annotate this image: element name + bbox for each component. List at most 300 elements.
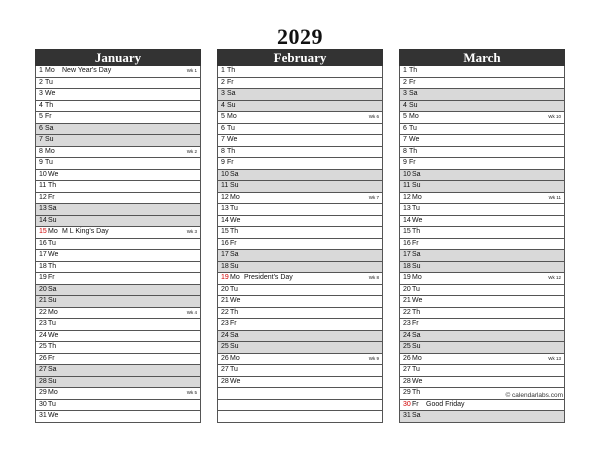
day-row bbox=[399, 227, 565, 239]
weekday-label: Su bbox=[48, 216, 57, 224]
day-row bbox=[35, 262, 201, 274]
day-row bbox=[217, 319, 383, 331]
weekday-label: Fr bbox=[45, 113, 52, 120]
day-number: 8 bbox=[221, 147, 225, 155]
day-number: 11 bbox=[39, 182, 47, 189]
weekday-label: Su bbox=[230, 343, 239, 350]
day-number: 2 bbox=[221, 78, 225, 86]
weekday-label: Tu bbox=[227, 124, 235, 132]
weekday-label: Fr bbox=[48, 274, 55, 281]
day-row bbox=[35, 66, 201, 78]
weekday-label: Tu bbox=[230, 285, 238, 293]
day-row bbox=[35, 354, 201, 366]
day-number: 29 bbox=[403, 389, 411, 396]
weekday-label: Th bbox=[230, 228, 239, 235]
day-number: 8 bbox=[39, 147, 43, 155]
day-row bbox=[35, 273, 201, 285]
weekday-label: Mo bbox=[230, 274, 240, 281]
day-number: 19 bbox=[39, 274, 47, 281]
day-number: 27 bbox=[221, 366, 229, 373]
day-row bbox=[217, 354, 383, 366]
day-row bbox=[217, 89, 383, 101]
day-number: 14 bbox=[221, 216, 229, 224]
weekday-label: Su bbox=[412, 343, 421, 350]
day-row bbox=[217, 308, 383, 320]
day-number: 26 bbox=[221, 354, 229, 362]
holiday-label: New Year's Day bbox=[62, 67, 112, 74]
empty-row bbox=[217, 388, 383, 400]
weekday-label: Mo bbox=[48, 389, 58, 396]
day-number: 15 bbox=[403, 228, 411, 235]
weekday-label: We bbox=[230, 297, 241, 304]
day-number: 25 bbox=[403, 343, 411, 350]
day-row bbox=[217, 181, 383, 193]
week-number-label: Wk 4 bbox=[186, 309, 197, 315]
day-number: 13 bbox=[403, 205, 411, 212]
weekday-label: Th bbox=[227, 67, 236, 74]
day-number: 1 bbox=[39, 67, 43, 74]
month-header: March bbox=[399, 49, 565, 66]
day-number: 31 bbox=[403, 412, 411, 419]
weekday-label: Th bbox=[45, 101, 54, 109]
day-number: 15 bbox=[39, 228, 47, 235]
weekday-label: Sa bbox=[48, 366, 57, 373]
day-number: 16 bbox=[221, 239, 229, 247]
day-row bbox=[217, 377, 383, 389]
weekday-label: Tu bbox=[412, 285, 420, 293]
weekday-label: We bbox=[230, 216, 241, 224]
weekday-label: Tu bbox=[409, 124, 417, 132]
day-row bbox=[399, 78, 565, 90]
day-row bbox=[399, 285, 565, 297]
day-number: 14 bbox=[403, 216, 411, 224]
day-row bbox=[35, 158, 201, 170]
day-row bbox=[399, 170, 565, 182]
day-row bbox=[399, 124, 565, 136]
weekday-label: Sa bbox=[45, 124, 54, 132]
day-row bbox=[217, 365, 383, 377]
weekday-label: Tu bbox=[412, 366, 420, 373]
day-number: 24 bbox=[39, 331, 47, 339]
day-row bbox=[217, 250, 383, 262]
weekday-label: Sa bbox=[230, 331, 239, 339]
day-number: 13 bbox=[221, 205, 229, 212]
day-number: 23 bbox=[39, 320, 47, 327]
weekday-label: Mo bbox=[45, 147, 55, 155]
day-row bbox=[399, 273, 565, 285]
week-number-label: Wk 8 bbox=[368, 275, 379, 280]
day-row bbox=[35, 193, 201, 205]
weekday-label: Tu bbox=[230, 205, 238, 212]
day-number: 11 bbox=[221, 182, 229, 189]
day-row bbox=[217, 285, 383, 297]
day-number: 2 bbox=[403, 78, 407, 86]
weekday-label: Tu bbox=[230, 366, 238, 373]
day-number: 1 bbox=[221, 67, 225, 74]
day-number: 16 bbox=[403, 239, 411, 247]
weekday-label: Su bbox=[45, 136, 54, 143]
day-number: 31 bbox=[39, 412, 47, 419]
day-row bbox=[399, 331, 565, 343]
weekday-label: Fr bbox=[412, 239, 419, 247]
weekday-label: Th bbox=[48, 262, 57, 270]
day-number: 18 bbox=[403, 262, 411, 270]
day-number: 23 bbox=[403, 320, 411, 327]
day-number: 11 bbox=[403, 182, 411, 189]
weekday-label: Mo bbox=[48, 308, 58, 316]
calendar-year-title: 2029 bbox=[277, 24, 323, 49]
day-row bbox=[35, 124, 201, 136]
day-number: 30 bbox=[39, 400, 47, 408]
day-number: 3 bbox=[39, 90, 43, 97]
weekday-label: Th bbox=[230, 308, 239, 316]
holiday-label: Good Friday bbox=[426, 400, 465, 408]
weekday-label: Sa bbox=[412, 412, 421, 419]
day-row bbox=[35, 308, 201, 320]
day-row bbox=[217, 204, 383, 216]
weekday-label: We bbox=[230, 377, 241, 385]
day-row bbox=[35, 239, 201, 251]
weekday-label: Mo bbox=[230, 193, 240, 201]
day-row bbox=[399, 204, 565, 216]
day-number: 13 bbox=[39, 205, 47, 212]
weekday-label: Sa bbox=[409, 90, 418, 97]
day-number: 21 bbox=[221, 297, 229, 304]
day-number: 10 bbox=[221, 170, 229, 178]
day-row bbox=[35, 101, 201, 113]
day-number: 28 bbox=[221, 377, 229, 385]
day-number: 17 bbox=[221, 251, 229, 258]
day-row bbox=[399, 101, 565, 113]
day-row bbox=[399, 193, 565, 205]
day-row bbox=[399, 377, 565, 389]
weekday-label: Tu bbox=[48, 239, 56, 247]
day-row bbox=[399, 158, 565, 170]
weekday-label: Su bbox=[48, 377, 57, 385]
day-number: 6 bbox=[39, 124, 43, 132]
weekday-label: We bbox=[412, 216, 423, 224]
weekday-label: Su bbox=[48, 297, 57, 304]
day-row bbox=[217, 135, 383, 147]
empty-row bbox=[217, 411, 383, 423]
day-row bbox=[35, 400, 201, 412]
weekday-label: Th bbox=[48, 343, 57, 350]
day-row bbox=[35, 331, 201, 343]
day-number: 9 bbox=[221, 159, 225, 166]
day-number: 7 bbox=[39, 136, 43, 143]
day-row bbox=[35, 388, 201, 400]
day-row bbox=[217, 273, 383, 285]
day-row bbox=[217, 193, 383, 205]
week-number-label: Wk 7 bbox=[368, 194, 379, 200]
day-row bbox=[399, 147, 565, 159]
day-number: 4 bbox=[403, 101, 407, 109]
day-row bbox=[35, 227, 201, 239]
month-january bbox=[35, 49, 201, 423]
day-number: 28 bbox=[39, 377, 47, 385]
weekday-label: Su bbox=[409, 101, 418, 109]
day-number: 18 bbox=[39, 262, 47, 270]
day-number: 7 bbox=[221, 136, 225, 143]
day-number: 19 bbox=[403, 274, 411, 281]
day-row bbox=[399, 411, 565, 423]
day-number: 17 bbox=[39, 251, 47, 258]
month-days bbox=[399, 66, 565, 423]
weekday-label: Tu bbox=[48, 320, 56, 327]
weekday-label: Mo bbox=[230, 354, 240, 362]
day-row bbox=[399, 354, 565, 366]
day-row bbox=[217, 296, 383, 308]
day-row bbox=[217, 239, 383, 251]
day-row bbox=[35, 365, 201, 377]
day-row bbox=[217, 216, 383, 228]
day-row bbox=[35, 377, 201, 389]
day-row bbox=[35, 411, 201, 423]
day-number: 3 bbox=[403, 90, 407, 97]
weekday-label: Mo bbox=[45, 67, 55, 74]
day-row bbox=[217, 101, 383, 113]
day-row bbox=[217, 66, 383, 78]
day-row bbox=[217, 342, 383, 354]
day-row bbox=[399, 181, 565, 193]
week-number-label: Wk 9 bbox=[368, 355, 379, 361]
weekday-label: Su bbox=[230, 262, 239, 270]
day-number: 20 bbox=[39, 285, 47, 293]
day-number: 23 bbox=[221, 320, 229, 327]
day-number: 24 bbox=[221, 331, 229, 339]
day-number: 5 bbox=[403, 113, 407, 120]
weekday-label: Th bbox=[409, 147, 418, 155]
day-number: 21 bbox=[39, 297, 47, 304]
day-row bbox=[35, 112, 201, 124]
weekday-label: Su bbox=[230, 182, 239, 189]
day-row bbox=[399, 66, 565, 78]
weekday-label: Tu bbox=[48, 400, 56, 408]
weekday-label: We bbox=[409, 136, 420, 143]
day-row bbox=[217, 170, 383, 182]
weekday-label: Th bbox=[412, 389, 421, 396]
weekday-label: We bbox=[412, 377, 423, 385]
weekday-label: Sa bbox=[230, 251, 239, 258]
day-row bbox=[399, 296, 565, 308]
day-number: 3 bbox=[221, 90, 225, 97]
weekday-label: We bbox=[412, 297, 423, 304]
weekday-label: Su bbox=[412, 262, 421, 270]
holiday-label: M L King's Day bbox=[62, 228, 109, 235]
month-header: February bbox=[217, 49, 383, 66]
day-row bbox=[399, 400, 565, 412]
weekday-label: We bbox=[48, 331, 59, 339]
day-row bbox=[35, 170, 201, 182]
weekday-label: Sa bbox=[227, 90, 236, 97]
day-number: 25 bbox=[221, 343, 229, 350]
day-number: 26 bbox=[39, 354, 47, 362]
day-row bbox=[399, 216, 565, 228]
weekday-label: Sa bbox=[412, 331, 421, 339]
day-number: 17 bbox=[403, 251, 411, 258]
day-number: 5 bbox=[39, 113, 43, 120]
day-number: 28 bbox=[403, 377, 411, 385]
day-row bbox=[399, 89, 565, 101]
weekday-label: Mo bbox=[412, 354, 422, 362]
weekday-label: We bbox=[48, 251, 59, 258]
day-number: 30 bbox=[403, 400, 411, 408]
day-row bbox=[217, 331, 383, 343]
day-number: 6 bbox=[403, 124, 407, 132]
empty-row bbox=[217, 400, 383, 412]
day-number: 24 bbox=[403, 331, 411, 339]
weekday-label: Fr bbox=[412, 400, 419, 408]
day-number: 15 bbox=[221, 228, 229, 235]
day-number: 12 bbox=[39, 193, 47, 201]
month-march bbox=[399, 49, 565, 423]
weekday-label: Th bbox=[412, 308, 421, 316]
day-row bbox=[35, 285, 201, 297]
weekday-label: Mo bbox=[412, 193, 422, 201]
weekday-label: Mo bbox=[227, 113, 237, 120]
weekday-label: Th bbox=[227, 147, 236, 155]
day-row bbox=[399, 135, 565, 147]
month-header: January bbox=[35, 49, 201, 66]
day-row bbox=[35, 296, 201, 308]
weekday-label: Fr bbox=[412, 320, 419, 327]
day-row bbox=[217, 262, 383, 274]
day-row bbox=[217, 158, 383, 170]
week-number-label: Wk 6 bbox=[368, 114, 379, 119]
week-number-label: Wk 11 bbox=[548, 194, 561, 200]
holiday-label: President's Day bbox=[244, 274, 293, 281]
day-row bbox=[399, 342, 565, 354]
day-number: 18 bbox=[221, 262, 229, 270]
day-row bbox=[217, 112, 383, 124]
day-number: 22 bbox=[39, 308, 47, 316]
weekday-label: Fr bbox=[48, 354, 55, 362]
day-number: 4 bbox=[221, 101, 225, 109]
day-number: 1 bbox=[403, 67, 407, 74]
day-number: 12 bbox=[221, 193, 229, 201]
day-number: 25 bbox=[39, 343, 47, 350]
day-number: 20 bbox=[403, 285, 411, 293]
day-row bbox=[35, 181, 201, 193]
day-number: 27 bbox=[403, 366, 411, 373]
weekday-label: Sa bbox=[412, 170, 421, 178]
weekday-label: Mo bbox=[48, 228, 58, 235]
day-number: 21 bbox=[403, 297, 411, 304]
day-number: 29 bbox=[39, 389, 47, 396]
month-days bbox=[35, 66, 201, 423]
day-row bbox=[399, 319, 565, 331]
day-row bbox=[399, 250, 565, 262]
weekday-label: We bbox=[48, 412, 59, 419]
day-row bbox=[399, 112, 565, 124]
day-row bbox=[217, 227, 383, 239]
day-number: 19 bbox=[221, 274, 229, 281]
week-number-label: Wk 13 bbox=[548, 355, 561, 361]
weekday-label: Sa bbox=[48, 285, 57, 293]
day-number: 22 bbox=[403, 308, 411, 316]
day-row bbox=[35, 319, 201, 331]
day-number: 7 bbox=[403, 136, 407, 143]
day-row bbox=[399, 308, 565, 320]
weekday-label: Tu bbox=[45, 159, 53, 166]
weekday-label: Sa bbox=[48, 205, 57, 212]
day-number: 9 bbox=[403, 159, 407, 166]
weekday-label: Fr bbox=[48, 193, 55, 201]
week-number-label: Wk 12 bbox=[548, 275, 561, 280]
weekday-label: Fr bbox=[409, 159, 416, 166]
day-number: 10 bbox=[403, 170, 411, 178]
week-number-label: Wk 5 bbox=[186, 390, 197, 395]
day-row bbox=[399, 365, 565, 377]
day-number: 16 bbox=[39, 239, 47, 247]
day-row bbox=[35, 216, 201, 228]
weekday-label: Su bbox=[412, 182, 421, 189]
weekday-label: Fr bbox=[227, 78, 234, 86]
credit-text: © calendarlabs.com bbox=[505, 392, 563, 399]
day-row bbox=[217, 147, 383, 159]
day-number: 27 bbox=[39, 366, 47, 373]
day-number: 8 bbox=[403, 147, 407, 155]
day-number: 4 bbox=[39, 101, 43, 109]
day-row bbox=[399, 262, 565, 274]
day-number: 10 bbox=[39, 170, 47, 178]
weekday-label: We bbox=[45, 90, 56, 97]
day-row bbox=[35, 250, 201, 262]
day-row bbox=[35, 204, 201, 216]
weekday-label: Su bbox=[227, 101, 236, 109]
day-row bbox=[35, 147, 201, 159]
weekday-label: Th bbox=[412, 228, 421, 235]
day-row bbox=[217, 124, 383, 136]
day-row bbox=[35, 342, 201, 354]
weekday-label: Th bbox=[409, 67, 418, 74]
day-number: 2 bbox=[39, 78, 43, 86]
week-number-label: Wk 3 bbox=[186, 229, 197, 234]
day-row bbox=[217, 78, 383, 90]
weekday-label: Mo bbox=[412, 274, 422, 281]
day-number: 22 bbox=[221, 308, 229, 316]
weekday-label: Tu bbox=[412, 205, 420, 212]
month-february bbox=[217, 49, 383, 423]
weekday-label: Th bbox=[48, 182, 57, 189]
day-row bbox=[35, 78, 201, 90]
day-number: 5 bbox=[221, 113, 225, 120]
weekday-label: Mo bbox=[409, 113, 419, 120]
weekday-label: Fr bbox=[409, 78, 416, 86]
weekday-label: We bbox=[48, 170, 59, 178]
weekday-label: Fr bbox=[227, 159, 234, 166]
month-days bbox=[217, 66, 383, 423]
weekday-label: Sa bbox=[230, 170, 239, 178]
week-number-label: Wk 1 bbox=[186, 68, 197, 73]
day-number: 9 bbox=[39, 159, 43, 166]
week-number-label: Wk 2 bbox=[186, 148, 197, 154]
day-row bbox=[35, 89, 201, 101]
day-row bbox=[399, 239, 565, 251]
day-row bbox=[35, 135, 201, 147]
day-number: 26 bbox=[403, 354, 411, 362]
weekday-label: Sa bbox=[412, 251, 421, 258]
day-number: 14 bbox=[39, 216, 47, 224]
day-number: 20 bbox=[221, 285, 229, 293]
weekday-label: We bbox=[227, 136, 238, 143]
weekday-label: Tu bbox=[45, 78, 53, 86]
day-number: 12 bbox=[403, 193, 411, 201]
weekday-label: Fr bbox=[230, 320, 237, 327]
day-number: 6 bbox=[221, 124, 225, 132]
week-number-label: Wk 10 bbox=[548, 114, 561, 119]
weekday-label: Fr bbox=[230, 239, 237, 247]
